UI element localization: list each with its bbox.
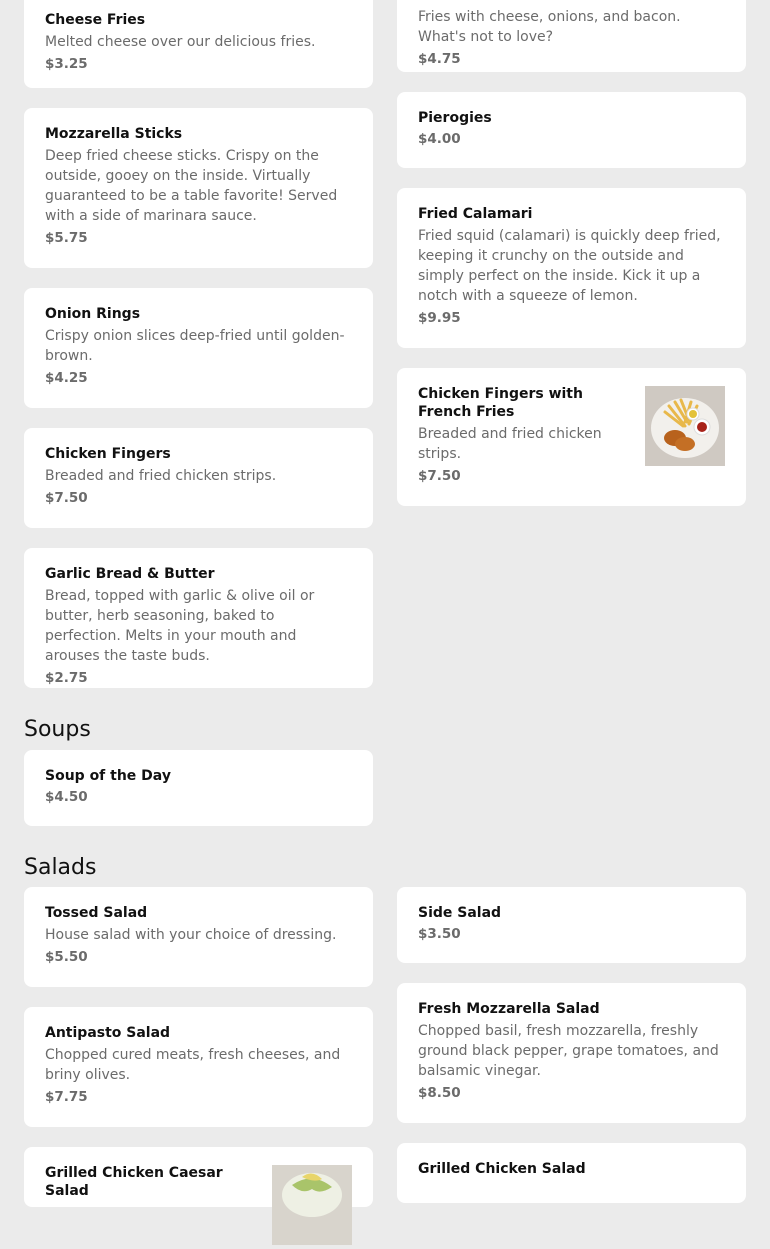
menu-item-chicken-fingers-french-fries[interactable] [397, 368, 746, 506]
menu-item-mozzarella-sticks[interactable] [24, 108, 373, 268]
item-description: Fried squid (calamari) is quickly deep fried, keeping it crunchy on the outside and simply perfect on the inside. Kick it up a notch with a squeeze of lemon. [418, 228, 721, 304]
item-price: $8.50 [418, 1085, 461, 1101]
item-price: $9.95 [418, 310, 461, 326]
menu-item-loaded-fries[interactable] [397, 0, 746, 72]
menu-item-cheese-fries[interactable] [24, 0, 373, 88]
item-name: Onion Rings [45, 306, 141, 322]
item-name: Garlic Bread & Butter [45, 566, 215, 582]
menu-item-antipasto-salad[interactable] [24, 1007, 373, 1127]
menu-item-grilled-chicken-salad[interactable] [397, 1143, 746, 1203]
item-name: Grilled Chicken Caesar Salad [45, 1165, 223, 1199]
item-description: Breaded and fried chicken strips. [418, 426, 602, 462]
item-price: $3.50 [418, 926, 461, 942]
menu-item-fresh-mozzarella-salad[interactable] [397, 983, 746, 1123]
item-description: Bread, topped with garlic & olive oil or butter, herb seasoning, baked to perfection. Melts in your mouth and arouses the taste buds. [45, 588, 315, 664]
section-title-salads: Salads [24, 855, 97, 880]
menu-item-tossed-salad[interactable] [24, 887, 373, 987]
item-description: Chopped basil, fresh mozzarella, freshly ground black pepper, grape tomatoes, and balsamic vinegar. [418, 1023, 719, 1079]
item-price: $7.75 [45, 1089, 88, 1105]
item-name: Antipasto Salad [45, 1025, 171, 1041]
menu-item-fried-calamari[interactable] [397, 188, 746, 348]
item-name: Chicken Fingers [45, 446, 171, 462]
section-title-soups: Soups [24, 717, 91, 742]
item-price: $5.75 [45, 230, 88, 246]
item-name: Side Salad [418, 905, 502, 921]
item-name: Grilled Chicken Salad [418, 1161, 586, 1177]
item-price: $4.50 [45, 789, 88, 805]
menu-item-grilled-chicken-caesar-salad[interactable] [24, 1147, 373, 1207]
item-price: $3.25 [45, 56, 88, 72]
item-description: Fries with cheese, onions, and bacon. What's not to love? [418, 9, 681, 45]
item-name: Fresh Mozzarella Salad [418, 1001, 600, 1017]
item-price: $4.75 [418, 51, 461, 67]
menu-item-onion-rings[interactable] [24, 288, 373, 408]
menu-item-soup-of-the-day[interactable] [24, 750, 373, 826]
item-name: Chicken Fingers with French Fries [418, 386, 583, 420]
menu-item-pierogies[interactable] [397, 92, 746, 168]
item-description: Breaded and fried chicken strips. [45, 468, 277, 484]
item-description: Crispy onion slices deep-fried until golden-brown. [45, 328, 345, 364]
menu-item-garlic-bread[interactable] [24, 548, 373, 688]
item-name: Fried Calamari [418, 206, 533, 222]
item-description: House salad with your choice of dressing. [45, 927, 337, 943]
menu-item-chicken-fingers[interactable] [24, 428, 373, 528]
item-description: Melted cheese over our delicious fries. [45, 34, 316, 50]
caesar-salad-image [272, 1165, 352, 1245]
menu-item-side-salad[interactable] [397, 887, 746, 963]
item-price: $4.25 [45, 370, 88, 386]
item-price: $7.50 [418, 468, 461, 484]
item-name: Tossed Salad [45, 905, 148, 921]
item-name: Pierogies [418, 110, 492, 126]
item-name: Cheese Fries [45, 12, 146, 28]
item-price: $4.00 [418, 131, 461, 147]
item-price: $2.75 [45, 670, 88, 686]
item-price: $5.50 [45, 949, 88, 965]
item-description: Chopped cured meats, fresh cheeses, and briny olives. [45, 1047, 341, 1083]
item-name: Soup of the Day [45, 768, 171, 784]
item-name: Mozzarella Sticks [45, 126, 183, 142]
item-price: $7.50 [45, 490, 88, 506]
item-description: Deep fried cheese sticks. Crispy on the outside, gooey on the inside. Virtually guaranteed to be a table favorite! Served with a side of marinara sauce. [45, 148, 338, 224]
plate-chicken-fries-image [645, 386, 725, 466]
